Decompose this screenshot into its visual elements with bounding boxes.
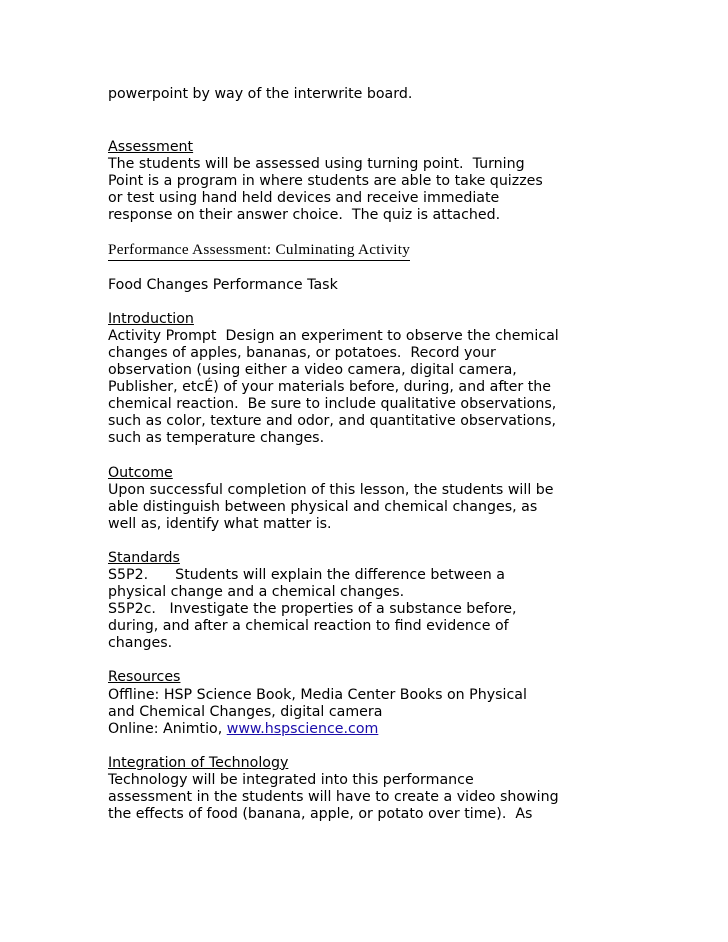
spacer — [108, 103, 628, 139]
introduction-line: Publisher, etcÉ) of your materials before, during, and after the — [108, 379, 551, 396]
introduction-line: chemical reaction. Be sure to include qualitative observations, — [108, 396, 557, 413]
introduction-line: observation (using either a video camera, digital camera, — [108, 362, 517, 379]
standards-line: changes. — [108, 635, 173, 652]
assessment-heading: Assessment — [108, 139, 194, 156]
outcome-line: able distinguish between physical and chemical changes, as — [108, 498, 538, 515]
assessment-line: The students will be assessed using turning point. Turning — [108, 156, 525, 173]
outcome-line: Upon successful completion of this lesson, the students will be — [108, 481, 554, 498]
spacer — [108, 533, 628, 550]
spacer — [108, 294, 628, 311]
integration-heading: Integration of Technology — [108, 754, 289, 771]
hspscience-link[interactable]: www.hspscience.com — [226, 720, 379, 737]
assessment-line: response on their answer choice. The quiz is attached. — [108, 207, 501, 224]
spacer — [108, 738, 628, 755]
resources-online-prefix: Online: Animtio, — [108, 720, 227, 737]
integration-line: the effects of food (banana, apple, or potato over time). As — [108, 806, 533, 823]
integration-line: Technology will be integrated into this performance — [108, 771, 474, 788]
intro-continuation-text: powerpoint by way of the interwrite board. — [108, 86, 413, 102]
spacer — [108, 652, 628, 669]
introduction-line: such as temperature changes. — [108, 430, 325, 447]
standards-line: S5P2. Students will explain the difference between a — [108, 566, 505, 583]
introduction-line: Activity Prompt Design an experiment to observe the chemical — [108, 327, 559, 344]
spacer — [108, 448, 628, 465]
standards-line: during, and after a chemical reaction to find evidence of — [108, 618, 509, 635]
task-title: Food Changes Performance Task — [108, 276, 338, 293]
resources-line: and Chemical Changes, digital camera — [108, 703, 383, 720]
resources-line: Offline: HSP Science Book, Media Center Books on Physical — [108, 686, 527, 703]
standards-heading: Standards — [108, 549, 180, 566]
outcome-line: well as, identify what matter is. — [108, 515, 332, 532]
introduction-line: such as color, texture and odor, and quantitative observations, — [108, 413, 557, 430]
assessment-line: Point is a program in where students are able to take quizzes — [108, 173, 543, 190]
integration-line: assessment in the students will have to create a video showing — [108, 789, 559, 805]
assessment-line: or test using hand held devices and receive immediate — [108, 190, 500, 207]
resources-online-line — [108, 721, 628, 738]
introduction-line: changes of apples, bananas, or potatoes. Record your — [108, 344, 496, 361]
document-page — [108, 86, 628, 823]
standards-line: S5P2c. Investigate the properties of a substance before, — [108, 601, 517, 618]
introduction-heading: Introduction — [108, 310, 194, 327]
standards-line: physical change and a chemical changes. — [108, 584, 405, 601]
resources-heading: Resources — [108, 669, 181, 686]
performance-assessment-heading: Performance Assessment: Culminating Activity — [108, 241, 410, 261]
outcome-heading: Outcome — [108, 464, 173, 481]
